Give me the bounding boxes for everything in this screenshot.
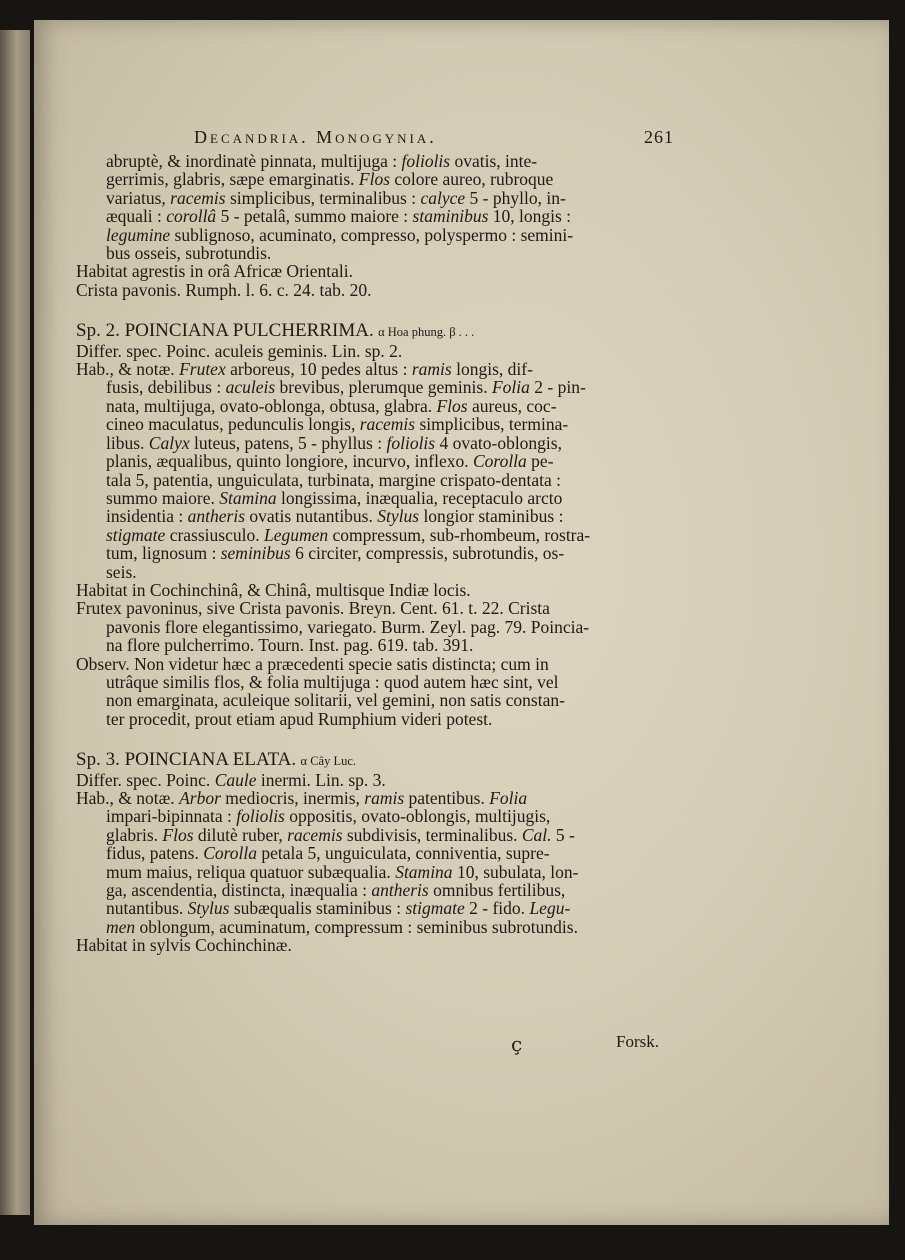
observation-line: utrâque similis flos, & folia multijuga : quod autem hæc sint, vel bbox=[106, 671, 559, 692]
text-line: glabris. Flos dilutè ruber, racemis subdivisis, terminalibus. Cal. 5 - bbox=[106, 824, 575, 845]
habitat-line: Habitat in Cochinchinâ, & Chinâ, multisque Indiæ locis. bbox=[76, 579, 471, 600]
text-line: summo maiore. Stamina longissima, inæqualia, receptaculo arcto bbox=[106, 487, 563, 508]
species-3 bbox=[76, 750, 756, 954]
text-line: abruptè, & inordinatè pinnata, multijuga : foliolis ovatis, inte- bbox=[106, 151, 538, 171]
text-line: impari-bipinnata : foliolis oppositis, ovato-oblongis, multijugis, bbox=[106, 806, 551, 827]
running-header bbox=[76, 128, 756, 152]
observation-line: non emarginata, aculeique solitarii, vel gemini, non satis constan- bbox=[106, 690, 565, 711]
text-line: tum, lignosum : seminibus 6 circiter, compressis, subrotundis, os- bbox=[106, 543, 565, 564]
text-line: planis, æqualibus, quinto longiore, incurvo, inflexo. Corolla pe- bbox=[106, 451, 554, 472]
facing-page-edge bbox=[0, 30, 30, 1215]
text-line: bus osseis, subrotundis. bbox=[106, 243, 272, 264]
page-number: 261 bbox=[644, 127, 674, 147]
text-line: legumine sublignoso, acuminato, compresso, polyspermo : semini- bbox=[106, 224, 574, 245]
habitat-line: Habitat in sylvis Cochinchinæ. bbox=[76, 935, 292, 956]
observation-line: Observ. Non videtur hæc a præcedenti specie satis distincta; cum in bbox=[76, 653, 549, 674]
reference-line: Frutex pavoninus, sive Crista pavonis. Breyn. Cent. 61. t. 22. Crista bbox=[76, 598, 550, 619]
text-line: gerrimis, glabris, sæpe emarginatis. Flos colore aureo, rubroque bbox=[106, 169, 554, 190]
vernacular-name: α Cây Luc. bbox=[300, 754, 357, 769]
sp1-continuation bbox=[76, 152, 756, 299]
reference-line: pavonis flore elegantissimo, variegato. Burm. Zeyl. pag. 79. Poincia- bbox=[106, 616, 590, 637]
differ-line: Differ. spec. Poinc. Caule inermi. Lin. sp. 3. bbox=[76, 769, 386, 790]
reference-line: na flore pulcherrimo. Tourn. Inst. pag. 619. tab. 391. bbox=[106, 635, 474, 656]
species-2 bbox=[76, 321, 756, 728]
text-line: stigmate crassiusculo. Legumen compressum, sub-rhombeum, rostra- bbox=[106, 524, 591, 545]
text-line: cineo maculatus, pedunculis longis, racemis simplicibus, termina- bbox=[106, 414, 569, 435]
text-line: ga, ascendentia, distincta, inæqualia : antheris omnibus fertilibus, bbox=[106, 880, 566, 901]
text-line: nutantibus. Stylus subæqualis staminibus : stigmate 2 - fido. Legu- bbox=[106, 898, 571, 919]
text-line: fidus, patens. Corolla petala 5, unguiculata, conniventia, supre- bbox=[106, 843, 550, 864]
text-line: æquali : corollâ 5 - petalâ, summo maiore : staminibus 10, longis : bbox=[106, 206, 572, 227]
text-line: Hab., & notæ. Frutex arboreus, 10 pedes altus : ramis longis, dif- bbox=[76, 359, 533, 380]
differ-line: Differ. spec. Poinc. aculeis geminis. Lin. sp. 2. bbox=[76, 340, 403, 361]
text-line: fusis, debilibus : aculeis brevibus, plerumque geminis. Folia 2 - pin- bbox=[106, 377, 586, 398]
text-line: insidentia : antheris ovatis nutantibus. Stylus longior staminibus : bbox=[106, 506, 564, 527]
text-line: mum maius, reliqua quatuor subæqualia. Stamina 10, subulata, lon- bbox=[106, 861, 579, 882]
text-line: tala 5, patentia, unguiculata, turbinata, margine crispato-dentata : bbox=[106, 469, 561, 490]
catchword: Forsk. bbox=[616, 1032, 659, 1051]
reference-line: Crista pavonis. Rumph. l. 6. c. 24. tab. 20. bbox=[76, 279, 372, 300]
book-page bbox=[34, 20, 889, 1225]
text-line: Hab., & notæ. Arbor mediocris, inermis, ramis patentibus. Folia bbox=[76, 788, 528, 808]
text-line: variatus, racemis simplicibus, terminalibus : calyce 5 - phyllo, in- bbox=[106, 187, 566, 208]
species-heading: Sp. 2. POINCIANA PULCHERRIMA. α Hoa phung. β . . . bbox=[76, 320, 475, 342]
page-text bbox=[76, 128, 756, 955]
text-line: seis. bbox=[106, 561, 137, 582]
text-line: men oblongum, acuminatum, compressum : seminibus subrotundis. bbox=[106, 916, 578, 937]
text-line: nata, multijuga, ovato-oblonga, obtusa, glabra. Flos aureus, coc- bbox=[106, 395, 557, 416]
stray-mark: ç bbox=[511, 1032, 523, 1056]
vernacular-name: α Hoa phung. β . . . bbox=[378, 325, 475, 340]
header-title: Decandria. Monogynia. bbox=[194, 127, 437, 147]
observation-line: ter procedit, prout etiam apud Rumphium videri potest. bbox=[106, 708, 493, 729]
text-line: libus. Calyx luteus, patens, 5 - phyllus : foliolis 4 ovato-oblongis, bbox=[106, 432, 562, 453]
species-heading: Sp. 3. POINCIANA ELATA. α Cây Luc. bbox=[76, 749, 357, 771]
habitat-line: Habitat agrestis in orâ Africæ Orientali. bbox=[76, 261, 354, 282]
